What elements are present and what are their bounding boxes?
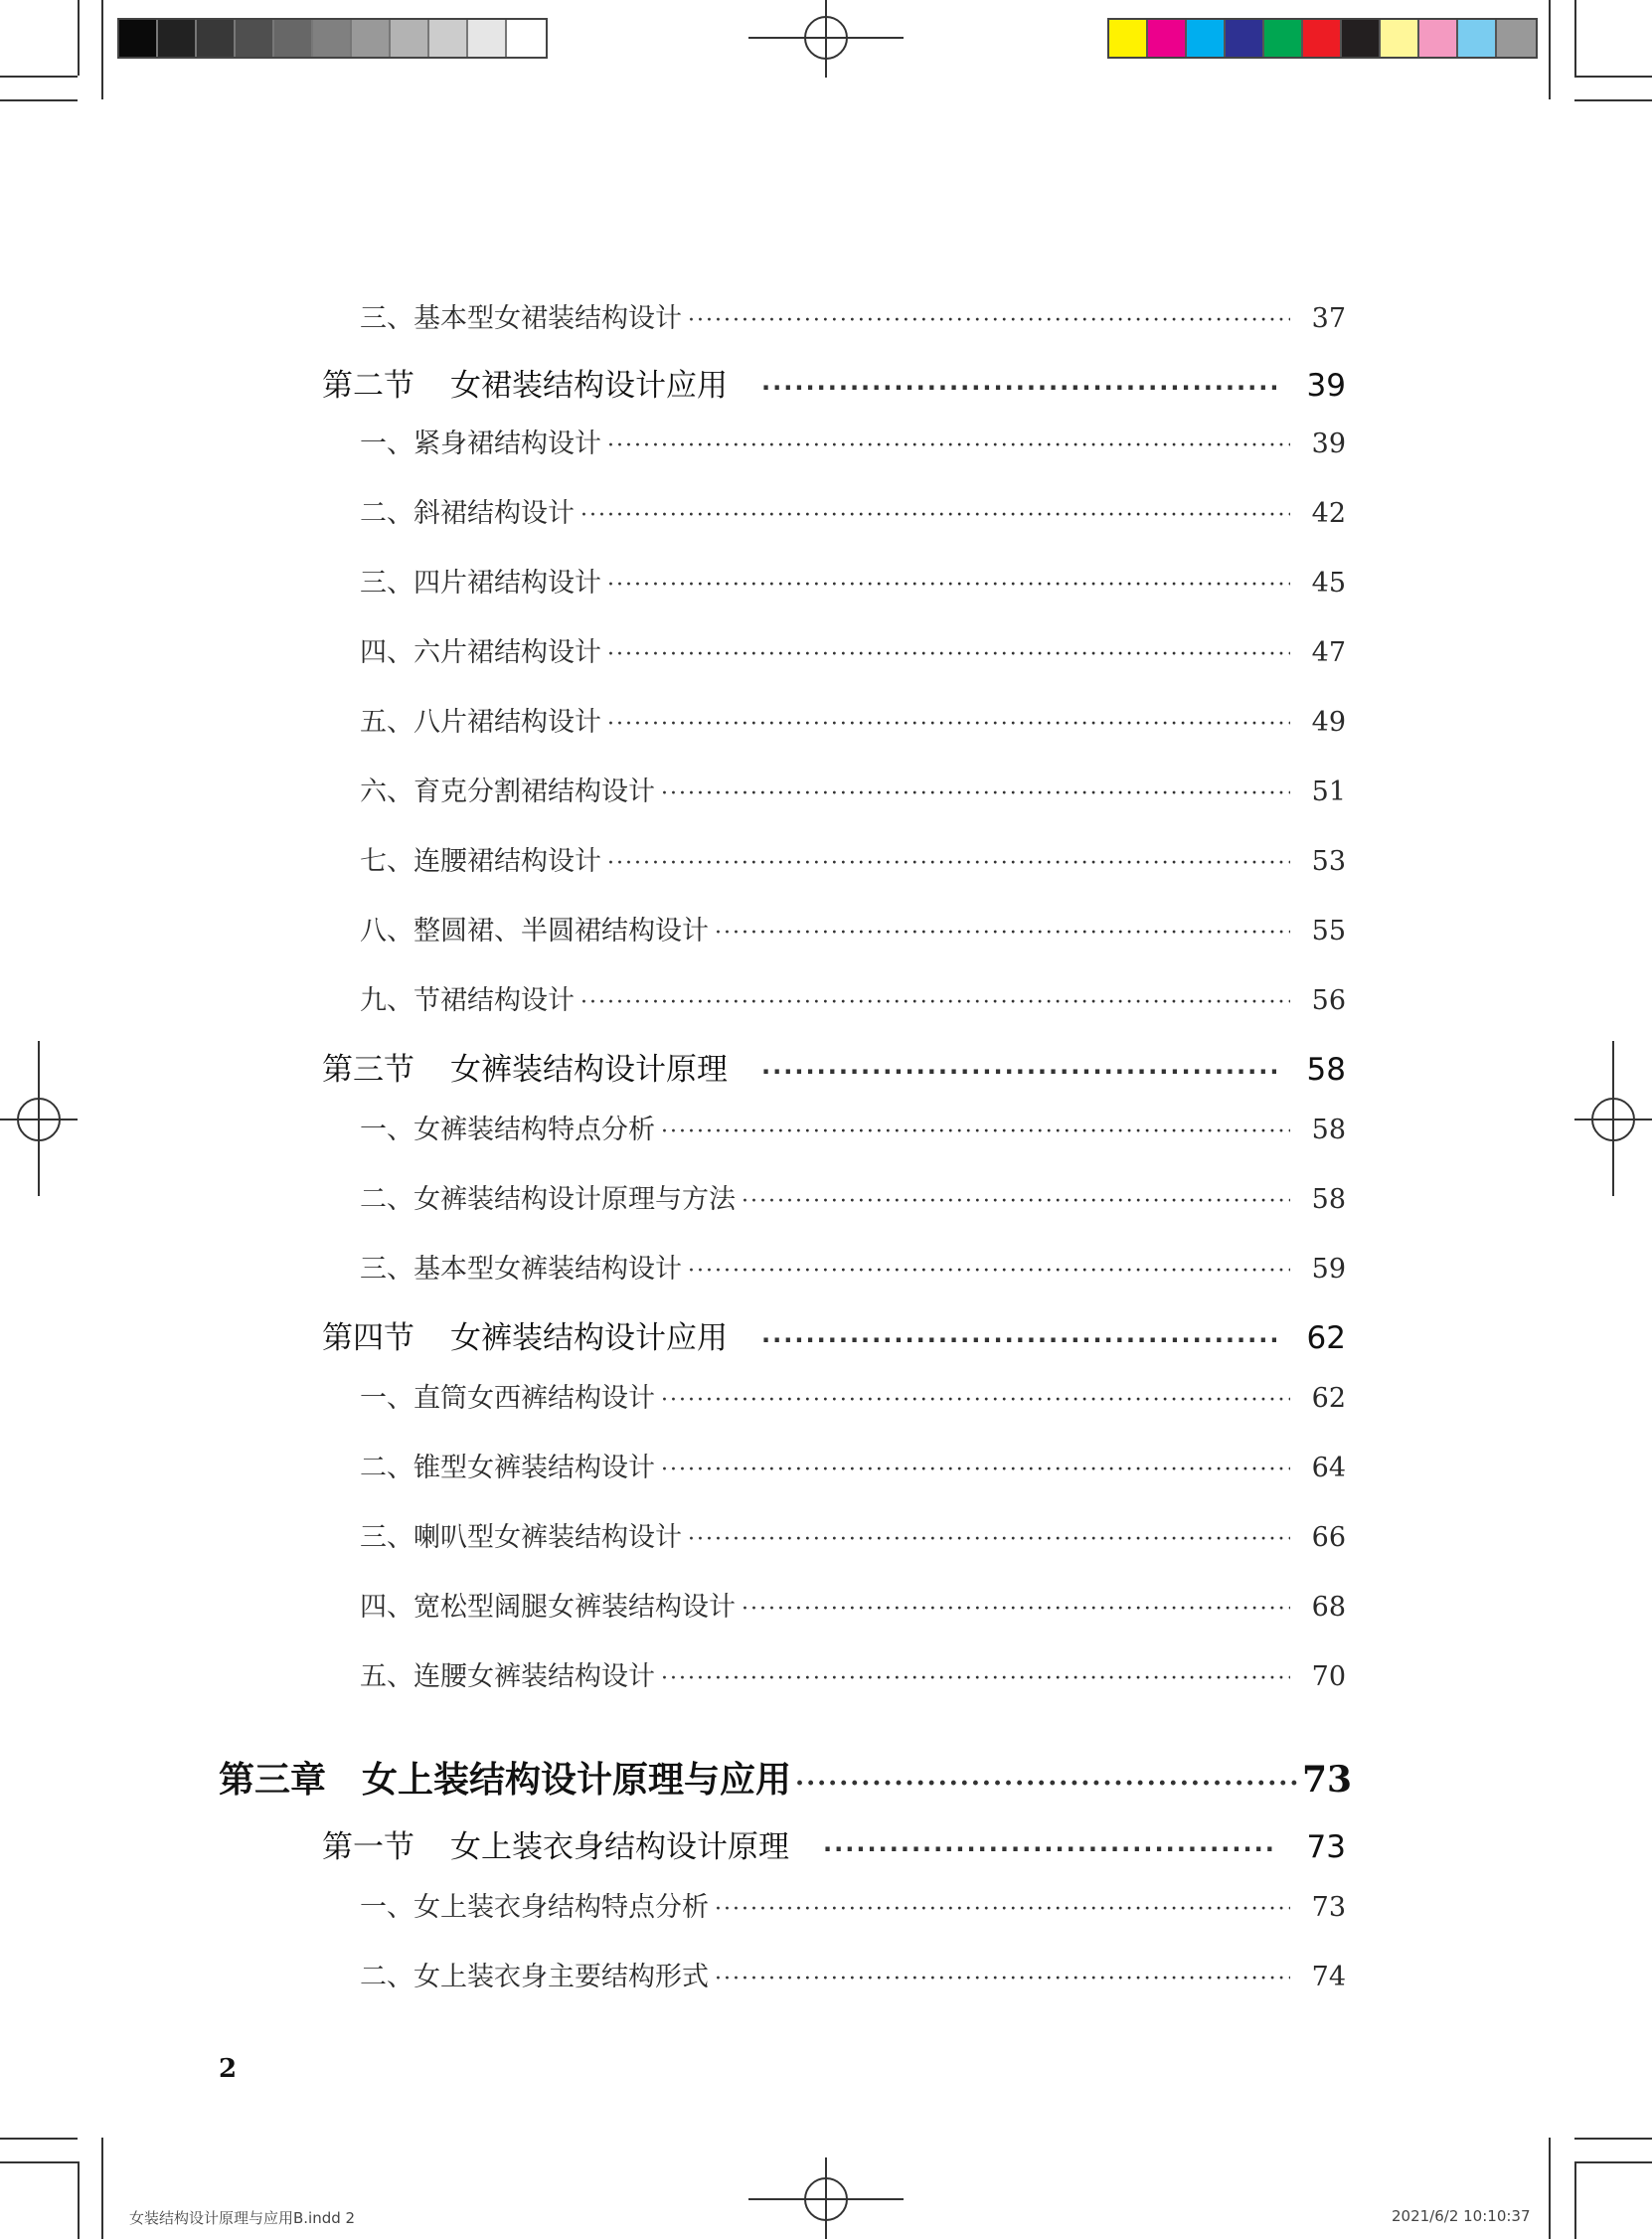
- toc-item: [360, 1955, 1346, 1993]
- toc-entry-label: 三、基本型女裤装结构设计: [360, 1254, 682, 1285]
- dot-leader: [580, 990, 1290, 1015]
- toc-item: [360, 1376, 1346, 1415]
- toc-page-number: 49: [1311, 707, 1346, 738]
- toc-page-number: 58: [1306, 1052, 1346, 1088]
- toc-page-number: 45: [1311, 568, 1346, 599]
- dot-leader: [761, 374, 1276, 402]
- toc-page-number: 68: [1311, 1592, 1346, 1623]
- toc-entry-number: 第四节: [322, 1320, 414, 1356]
- toc-entry-label: 五、连腰女裤装结构设计: [360, 1661, 655, 1692]
- toc-entry-title: [360, 630, 601, 669]
- toc-entry-title: [322, 360, 728, 405]
- toc-item: [360, 770, 1346, 808]
- toc-entry-title: [360, 839, 601, 878]
- toc-entry-title: [360, 491, 575, 530]
- dot-leader: [607, 433, 1290, 458]
- toc-entry-label: 女裙装结构设计应用: [450, 368, 728, 404]
- toc-item: [360, 491, 1346, 530]
- dot-leader: [607, 642, 1290, 667]
- toc-entry-title: [360, 700, 601, 739]
- toc-entry-label: 二、女裤装结构设计原理与方法: [360, 1184, 736, 1215]
- toc-entry-title: [360, 1885, 709, 1924]
- toc-item: [360, 1885, 1346, 1924]
- toc-page-number: 37: [1311, 303, 1346, 334]
- page-number: 2: [219, 2054, 238, 2084]
- slug-file-name: 女装结构设计原理与应用B.indd 2: [129, 2209, 356, 2227]
- dot-leader: [688, 1527, 1290, 1552]
- toc-page-number: 70: [1311, 1661, 1346, 1692]
- toc-entry-label: 八、整圆裙、半圆裙结构设计: [360, 916, 709, 947]
- toc-entry-title: [322, 1312, 728, 1357]
- dot-leader: [715, 1897, 1290, 1922]
- toc-entry-title: [360, 770, 655, 808]
- dot-leader: [661, 1458, 1290, 1482]
- toc-entry-title: [360, 1585, 736, 1624]
- toc-page-number: 39: [1306, 368, 1346, 404]
- toc-entry-label: 一、女裤装结构特点分析: [360, 1115, 655, 1145]
- dot-leader: [715, 1967, 1290, 1991]
- toc-entry-title: [360, 1177, 736, 1216]
- toc-page-number: 73: [1302, 1759, 1353, 1801]
- toc-item: [360, 839, 1346, 878]
- toc-entry-label: 二、锥型女裤装结构设计: [360, 1453, 655, 1483]
- toc-entry-title: [360, 1108, 655, 1146]
- dot-leader: [661, 1666, 1290, 1691]
- toc-entry-number: 第三节: [322, 1052, 414, 1088]
- toc-item: [360, 700, 1346, 739]
- toc-entry-title: [360, 1247, 682, 1286]
- toc-entry-label: 女上装衣身结构设计原理: [450, 1829, 789, 1865]
- toc-entry-label: 三、四片裙结构设计: [360, 568, 601, 599]
- dot-leader: [580, 503, 1290, 528]
- toc-page-number: 55: [1311, 916, 1346, 947]
- toc-entry-title: [360, 296, 682, 335]
- toc-item: [360, 1515, 1346, 1554]
- toc-entry-title: [219, 1752, 791, 1803]
- toc-page-number: 51: [1311, 776, 1346, 807]
- toc-entry-label: 二、斜裙结构设计: [360, 498, 575, 529]
- dot-leader: [607, 851, 1290, 876]
- toc-page-number: 73: [1311, 1892, 1346, 1923]
- toc-entry-label: 二、女上装衣身主要结构形式: [360, 1962, 709, 1992]
- toc-page-number: 58: [1311, 1184, 1346, 1215]
- dot-leader: [607, 712, 1290, 737]
- toc-section: [322, 1044, 1346, 1089]
- toc-page-number: 62: [1311, 1383, 1346, 1414]
- toc-item: [360, 1108, 1346, 1146]
- toc-page-number: 58: [1311, 1115, 1346, 1145]
- toc-item: [360, 561, 1346, 600]
- toc-item: [360, 296, 1346, 335]
- dot-leader: [661, 781, 1290, 806]
- toc-item: [360, 909, 1346, 947]
- toc-page-number: 74: [1311, 1962, 1346, 1992]
- toc-entry-title: [360, 561, 601, 600]
- toc-entry-label: 一、紧身裙结构设计: [360, 429, 601, 459]
- toc-page-number: 62: [1306, 1320, 1346, 1356]
- toc-entry-number: 第三章: [219, 1759, 327, 1801]
- toc-item: [360, 1177, 1346, 1216]
- dot-leader: [688, 1259, 1290, 1284]
- toc-entry-title: [360, 1376, 655, 1415]
- dot-leader: [823, 1835, 1276, 1863]
- toc-page-number: 64: [1311, 1453, 1346, 1483]
- toc-section: [322, 1821, 1346, 1866]
- toc-entry-label: 六、育克分割裙结构设计: [360, 776, 655, 807]
- toc-entry-title: [322, 1821, 789, 1866]
- dot-leader: [661, 1120, 1290, 1144]
- toc-page-number: 39: [1311, 429, 1346, 459]
- toc-entry-title: [360, 1654, 655, 1693]
- toc-entry-label: 三、基本型女裙装结构设计: [360, 303, 682, 334]
- toc-section: [322, 360, 1346, 405]
- toc-section: [322, 1312, 1346, 1357]
- toc-entry-title: [360, 978, 575, 1017]
- toc-entry-label: 四、宽松型阔腿女裤装结构设计: [360, 1592, 736, 1623]
- toc-entry-label: 三、喇叭型女裤装结构设计: [360, 1522, 682, 1553]
- toc-entry-title: [360, 909, 709, 947]
- slug-timestamp: 2021/6/2 10:10:37: [1392, 2207, 1531, 2225]
- dot-leader: [795, 1769, 1298, 1799]
- toc-entry-title: [360, 1955, 709, 1993]
- toc-page-number: 59: [1311, 1254, 1346, 1285]
- dot-leader: [661, 1388, 1290, 1413]
- toc-entry-label: 一、直筒女西裤结构设计: [360, 1383, 655, 1414]
- toc-entry-label: 一、女上装衣身结构特点分析: [360, 1892, 709, 1923]
- toc-item: [360, 1654, 1346, 1693]
- dot-leader: [761, 1326, 1276, 1354]
- toc-page-number: 56: [1311, 985, 1346, 1016]
- toc-entry-number: 第二节: [322, 368, 414, 404]
- dot-leader: [742, 1189, 1290, 1214]
- dot-leader: [607, 573, 1290, 598]
- toc-entry-title: [360, 422, 601, 460]
- toc-entry-label: 七、连腰裙结构设计: [360, 846, 601, 877]
- dot-leader: [761, 1058, 1276, 1086]
- toc-item: [360, 1446, 1346, 1484]
- toc-entry-label: 女裤装结构设计原理: [450, 1052, 728, 1088]
- toc-item: [360, 630, 1346, 669]
- toc-entry-title: [360, 1515, 682, 1554]
- toc-page-number: 42: [1311, 498, 1346, 529]
- dot-leader: [715, 921, 1290, 946]
- toc-page-number: 66: [1311, 1522, 1346, 1553]
- toc-entry-number: 第一节: [322, 1829, 414, 1865]
- toc-entry-label: 女裤装结构设计应用: [450, 1320, 728, 1356]
- dot-leader: [742, 1597, 1290, 1622]
- toc-entry-title: [360, 1446, 655, 1484]
- toc-page-number: 73: [1306, 1829, 1346, 1865]
- toc-item: [360, 978, 1346, 1017]
- toc-page-number: 53: [1311, 846, 1346, 877]
- toc-page-number: 47: [1311, 637, 1346, 668]
- toc-item: [360, 1247, 1346, 1286]
- toc-entry-label: 五、八片裙结构设计: [360, 707, 601, 738]
- toc-entry-label: 四、六片裙结构设计: [360, 637, 601, 668]
- toc-chapter: [219, 1752, 1353, 1803]
- toc-item: [360, 1585, 1346, 1624]
- toc-entry-label: 女上装结构设计原理与应用: [362, 1759, 792, 1801]
- dot-leader: [688, 308, 1290, 333]
- toc-entry-label: 九、节裙结构设计: [360, 985, 575, 1016]
- toc-item: [360, 422, 1346, 460]
- toc-entry-title: [322, 1044, 728, 1089]
